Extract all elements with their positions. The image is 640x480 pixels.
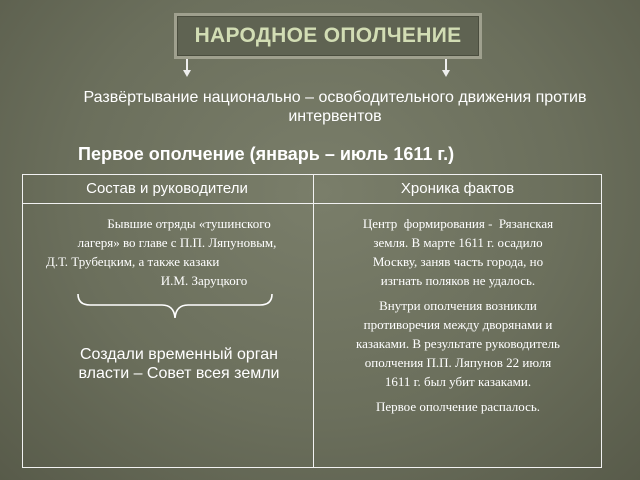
table-column-divider (313, 175, 314, 467)
chronicle-line: Центр формирования - Рязанская (362, 216, 554, 231)
page-title: НАРОДНОЕ ОПОЛЧЕНИЕ (194, 24, 462, 47)
chronicle-line: противоречия между дворянами и (363, 317, 553, 332)
composition-text (46, 214, 308, 290)
chronicle-line: Первое ополчение распалось. (375, 399, 541, 414)
title-box (174, 13, 482, 59)
column-header-chronicle: Хроника фактов (400, 180, 515, 197)
composition-line: Д.Т. Трубецким, а также казаки (46, 254, 220, 269)
composition-line: лагеря» во главе с П.П. Ляпуновым, (77, 235, 277, 250)
column-header-composition: Состав и руководители (86, 180, 248, 197)
curly-brace-icon (76, 292, 274, 320)
arrow-right-head (442, 70, 450, 77)
section-heading: Первое ополчение (январь – июль 1611 г.) (78, 144, 455, 164)
table-header-divider (23, 203, 601, 204)
chronicle-text (316, 214, 600, 416)
chronicle-line: ополчения П.П. Ляпунов 22 июля (364, 355, 552, 370)
chronicle-line: изгнать поляков не удалось. (380, 273, 536, 288)
council-result: Создали временный орган власти – Совет всея земли (78, 346, 280, 382)
chronicle-line: казаками. В результате руководитель (355, 336, 560, 351)
chronicle-line: земля. В марте 1611 г. осадило (373, 235, 543, 250)
chronicle-line: 1611 г. был убит казаками. (384, 374, 532, 389)
subtitle: Развёртывание национально – освободительного движения против интервентов (83, 89, 587, 125)
arrow-left-head (183, 70, 191, 77)
composition-line: Бывшие отряды «тушинского (107, 216, 271, 231)
chronicle-line: Москву, заняв часть города, но (372, 254, 544, 269)
chronicle-line: Внутри ополчения возникли (379, 298, 537, 313)
composition-line: И.М. Заруцкого (160, 273, 248, 288)
